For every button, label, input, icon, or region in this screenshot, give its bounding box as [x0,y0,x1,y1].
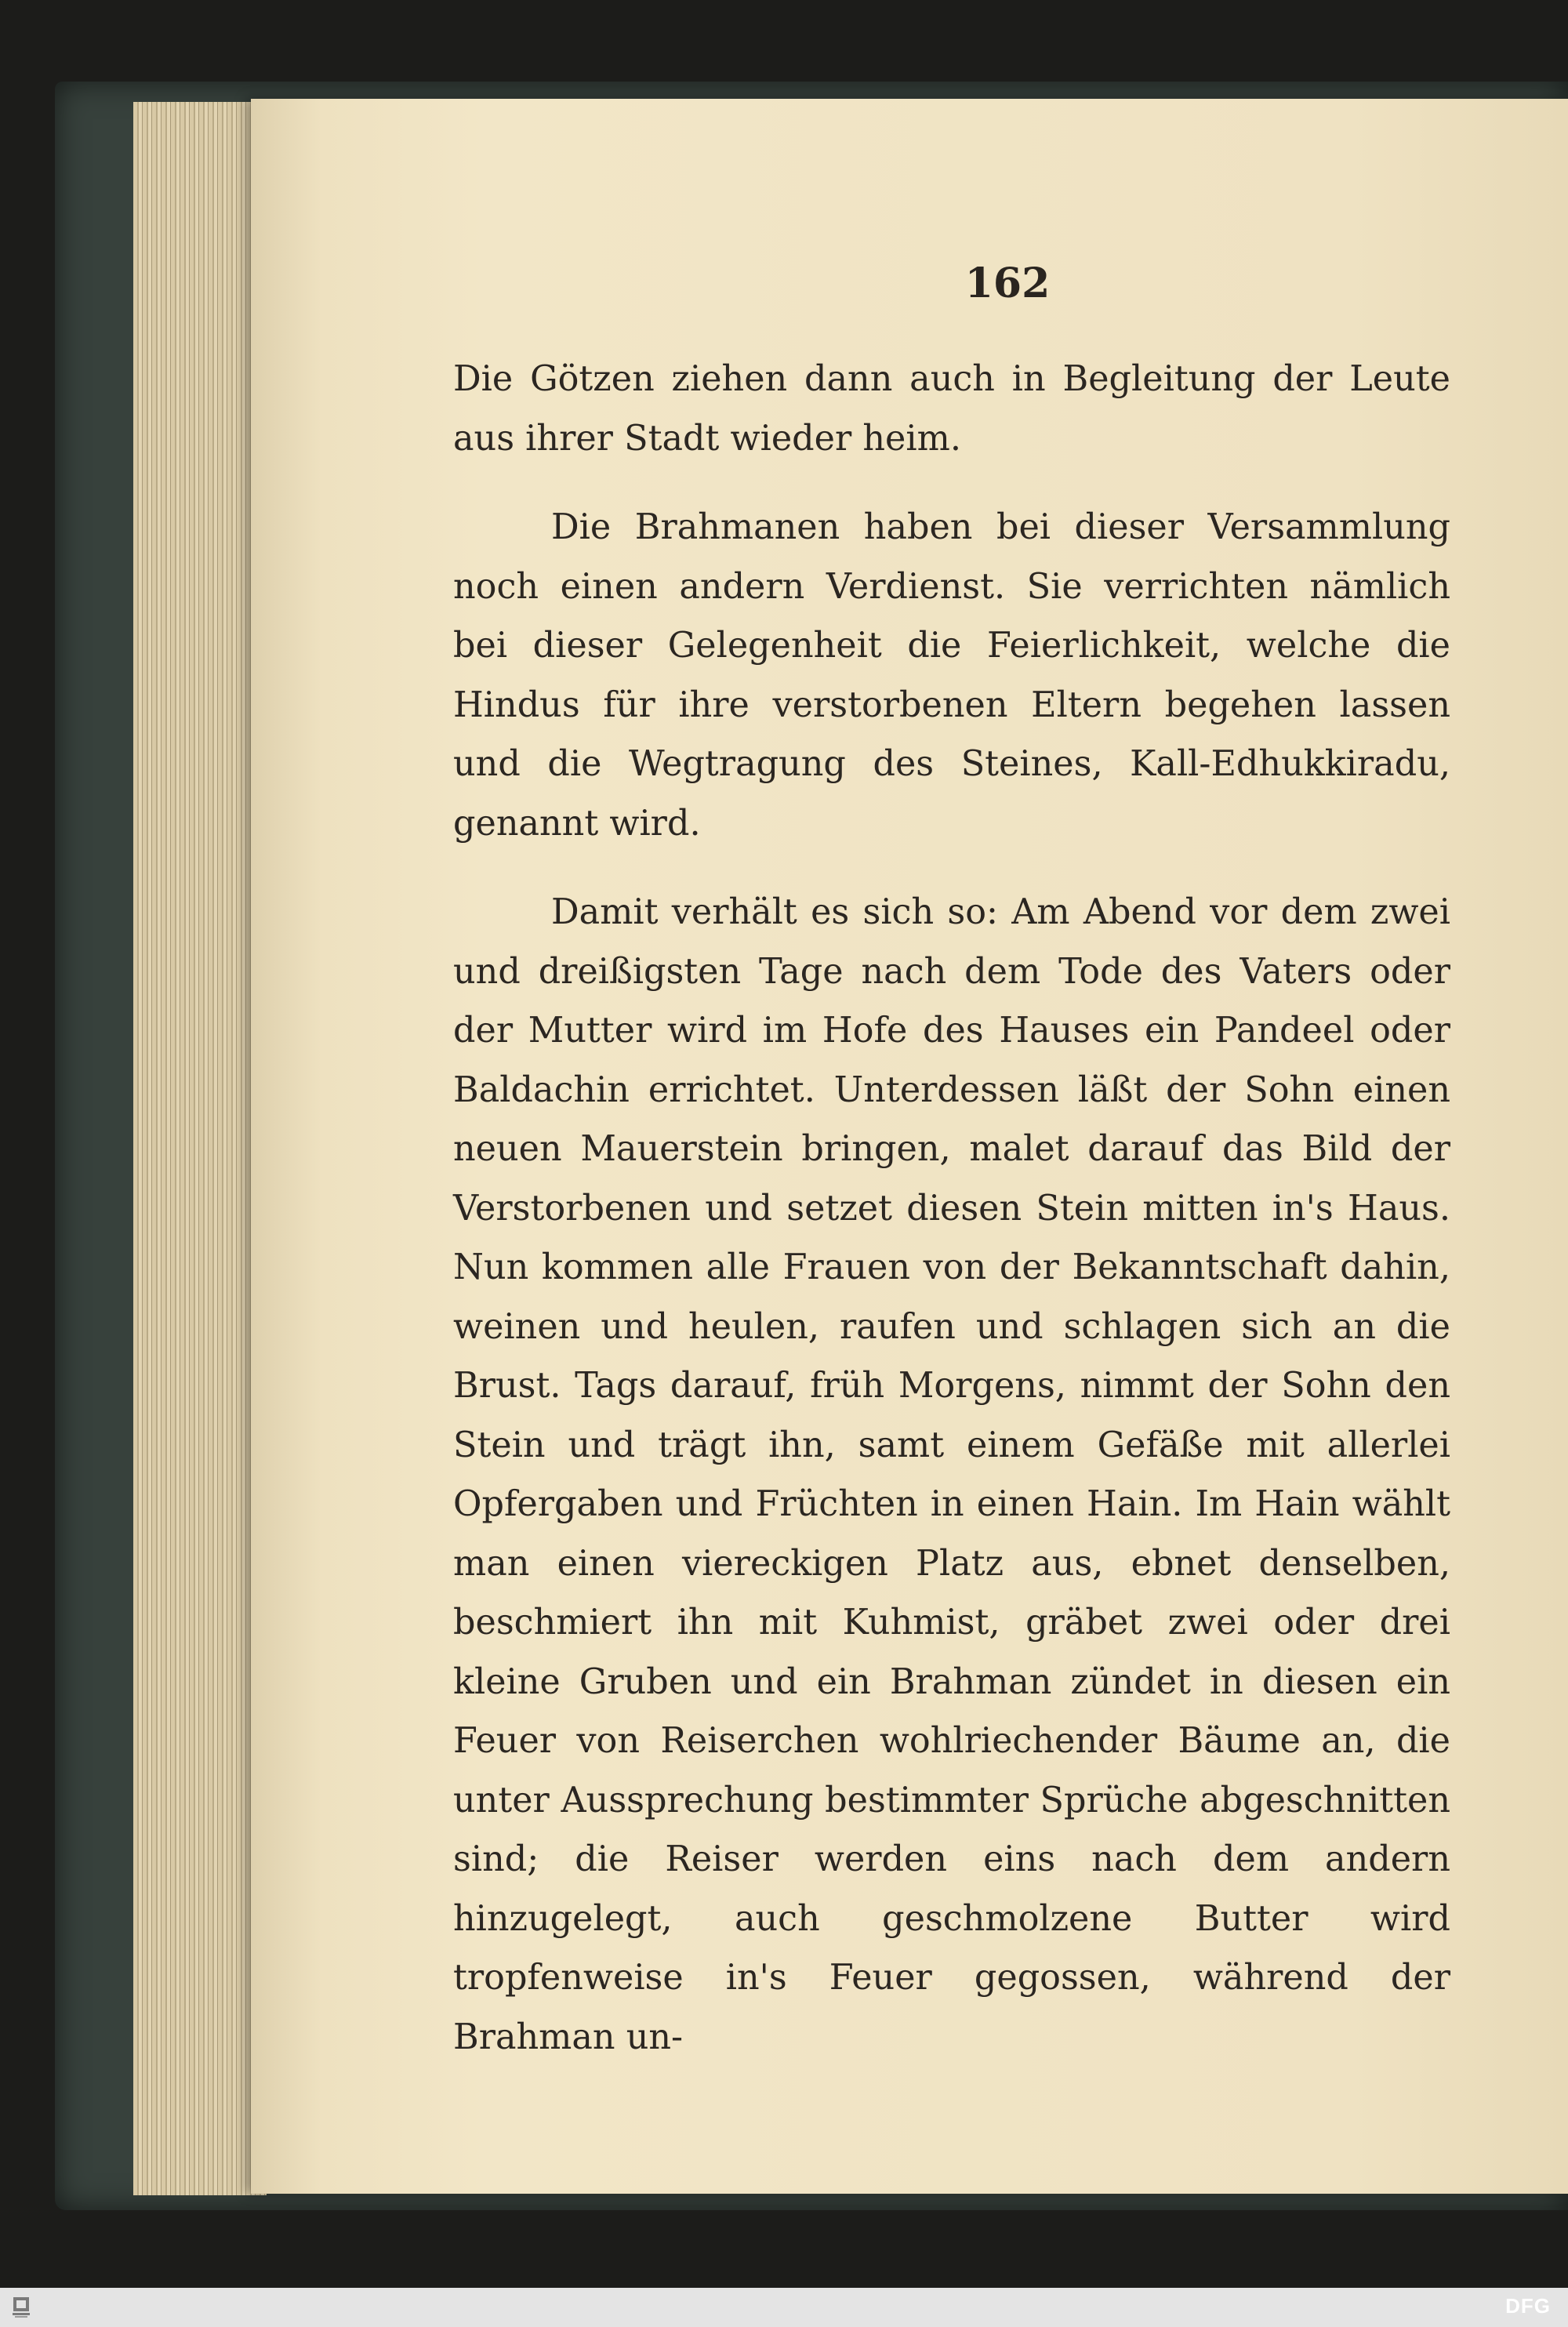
paragraph-1: Die Götzen ziehen dann auch in Begleitung der Leute aus ihrer Stadt wieder heim. [453,359,1450,459]
library-emblem-icon [11,2294,31,2319]
paragraph-3: Damit verhält es sich so: Am Abend vor dem zwei und dreißigsten Tage nach dem Tode des Vaters oder der Mutter wird im Hofe des Hauses ein Pandeel oder Baldachin errichtet. Unterdessen läßt der Sohn einen neuen Mauerstein bringen, malet darauf das Bild der Verstorbenen und setzet diesen Stein mitten in's Haus. Nun kommen alle Frauen von der Bekanntschaft dahin, weinen und heulen, raufen und schlagen sich an die Brust. Tags darauf, früh Morgens, nimmt der Sohn den Stein und trägt ihn, samt einem Gefäße mit allerlei Opfergaben und Früchten in einen Hain. Im Hain wählt man einen viereckigen Platz aus, ebnet denselben, beschmiert ihn mit Kuhmist, gräbet zwei oder drei kleine Gruben und ein Brahman zündet in diesen ein Feuer von Reiserchen wohlriechender Bäume an, die unter Aussprechung bestimmter Sprüche abgeschnitten sind; die Reiser werden eins nach dem andern hinzugelegt, auch geschmolzene Butter wird tropfenweise in's Feuer gegossen, während der Brahman un- [453,892,1450,2057]
book-page [251,99,1568,2194]
body-text [453,350,1450,2067]
dfg-logo: DFG [1505,2294,1551,2318]
paragraph-2: Die Brahmanen haben bei dieser Versammlung noch einen andern Verdienst. Sie verrichten nämlich bei dieser Gelegenheit die Feierlichkeit, welche die Hindus für ihre verstorbenen Eltern begehen lassen und die Wegtragung des Steines, Kall-Edhukkiradu, genannt wird. [453,507,1450,844]
page-number: 162 [964,260,1051,307]
page-edges [133,102,267,2195]
viewer-footer-bar [0,2288,1568,2327]
